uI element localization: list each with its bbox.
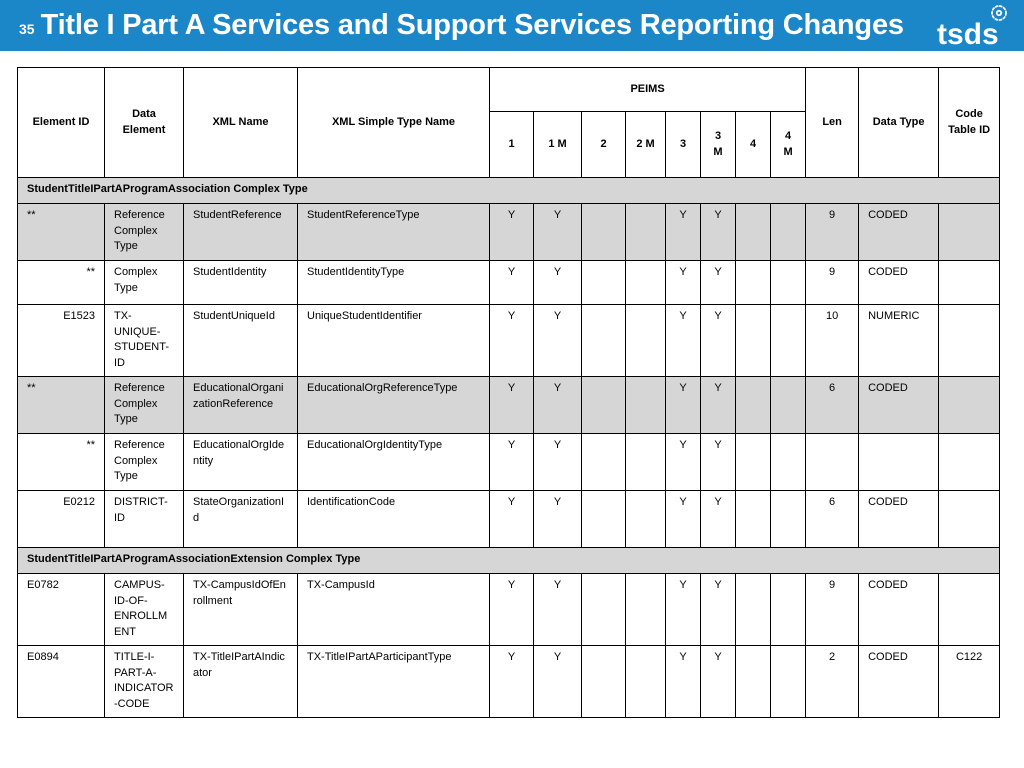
table-cell: Y xyxy=(701,646,736,718)
table-cell: Y xyxy=(490,377,534,434)
table-cell: Y xyxy=(490,491,534,548)
table-cell xyxy=(939,491,1000,548)
table-cell: CODED xyxy=(859,491,939,548)
table-cell: StudentIdentityType xyxy=(298,261,490,305)
table-cell: Y xyxy=(666,574,701,646)
table-cell xyxy=(626,204,666,261)
table-cell: DISTRICT-ID xyxy=(105,491,184,548)
header-peims-col: 3 M xyxy=(701,112,736,178)
table-cell: E0894 xyxy=(18,646,105,718)
table-row xyxy=(18,377,1000,434)
table-cell: Y xyxy=(666,646,701,718)
table-cell: StateOrganizationId xyxy=(184,491,298,548)
table-cell: 9 xyxy=(806,261,859,305)
section-header: StudentTitleIPartAProgramAssociationExtension Complex Type xyxy=(18,548,1000,574)
table-cell: Y xyxy=(701,574,736,646)
table-cell: Reference Complex Type xyxy=(105,434,184,491)
table-cell: TX-CampusIdOfEnrollment xyxy=(184,574,298,646)
table-cell xyxy=(939,574,1000,646)
table-cell xyxy=(771,434,806,491)
table-cell: Y xyxy=(701,204,736,261)
header-element-id: Element ID xyxy=(18,68,105,178)
table-cell xyxy=(582,574,626,646)
table-cell: ** xyxy=(18,261,105,305)
table-cell: 10 xyxy=(806,305,859,377)
table-cell: TX-UNIQUE-STUDENT-ID xyxy=(105,305,184,377)
table-cell: Y xyxy=(701,305,736,377)
table-cell xyxy=(939,305,1000,377)
table-cell: E0782 xyxy=(18,574,105,646)
header-peims-col: 1 xyxy=(490,112,534,178)
table-cell xyxy=(626,377,666,434)
table-cell: Y xyxy=(666,434,701,491)
header-code-table-id: Code Table ID xyxy=(939,68,1000,178)
table-cell: TX-CampusId xyxy=(298,574,490,646)
table-cell: Y xyxy=(534,261,582,305)
table-cell xyxy=(626,305,666,377)
table-cell: Y xyxy=(666,261,701,305)
table-cell: Y xyxy=(701,491,736,548)
header-peims-col: 2 xyxy=(582,112,626,178)
table-cell xyxy=(582,377,626,434)
table-cell xyxy=(736,491,771,548)
table-cell xyxy=(626,574,666,646)
table-cell: 2 xyxy=(806,646,859,718)
table-cell: CODED xyxy=(859,261,939,305)
table-cell xyxy=(771,574,806,646)
table-cell: TX-TitleIPartAIndicator xyxy=(184,646,298,718)
table-cell: 6 xyxy=(806,491,859,548)
logo-text: tsds xyxy=(937,18,999,48)
table-row xyxy=(18,491,1000,548)
header-xml-simple-type: XML Simple Type Name xyxy=(298,68,490,178)
page-title: Title I Part A Services and Support Services Reporting Changes xyxy=(40,9,904,41)
table-cell xyxy=(736,434,771,491)
table-cell xyxy=(582,646,626,718)
table-cell xyxy=(859,434,939,491)
table-cell: Y xyxy=(666,377,701,434)
table-cell: Complex Type xyxy=(105,261,184,305)
table-row xyxy=(18,434,1000,491)
table-cell: Y xyxy=(534,434,582,491)
header-peims-col: 4 xyxy=(736,112,771,178)
table-cell: EducationalOrgIdentity xyxy=(184,434,298,491)
table-cell xyxy=(582,204,626,261)
table-cell: Y xyxy=(701,377,736,434)
table-cell: StudentReferenceType xyxy=(298,204,490,261)
table-cell: 6 xyxy=(806,377,859,434)
table-cell xyxy=(626,646,666,718)
table-cell xyxy=(736,204,771,261)
table-cell xyxy=(939,434,1000,491)
table-row xyxy=(18,204,1000,261)
table-cell: ** xyxy=(18,377,105,434)
table-cell xyxy=(939,204,1000,261)
table-cell: ** xyxy=(18,434,105,491)
table-cell: CODED xyxy=(859,377,939,434)
table-cell: Y xyxy=(534,204,582,261)
table-cell xyxy=(806,434,859,491)
table-cell: Y xyxy=(490,204,534,261)
table-cell xyxy=(582,434,626,491)
header-len: Len xyxy=(806,68,859,178)
section-header: StudentTitleIPartAProgramAssociation Complex Type xyxy=(18,178,1000,204)
table-cell: EducationalOrgReferenceType xyxy=(298,377,490,434)
table-cell: 9 xyxy=(806,574,859,646)
table-cell: Y xyxy=(666,491,701,548)
table-cell xyxy=(771,646,806,718)
table-cell xyxy=(626,261,666,305)
table-cell: IdentificationCode xyxy=(298,491,490,548)
table-cell: Y xyxy=(701,261,736,305)
table-cell: TITLE-I-PART-A-INDICATOR-CODE xyxy=(105,646,184,718)
table-row xyxy=(18,646,1000,718)
table-cell: Y xyxy=(534,646,582,718)
table-cell xyxy=(626,434,666,491)
table-cell: EducationalOrganizationReference xyxy=(184,377,298,434)
table-cell: Y xyxy=(666,305,701,377)
table-cell: StudentIdentity xyxy=(184,261,298,305)
table-cell xyxy=(939,261,1000,305)
table-cell xyxy=(582,491,626,548)
table-cell xyxy=(771,491,806,548)
reporting-changes-table xyxy=(17,67,1000,718)
table-cell: E1523 xyxy=(18,305,105,377)
table-cell: EducationalOrgIdentityType xyxy=(298,434,490,491)
table-cell: CODED xyxy=(859,204,939,261)
table-cell: StudentUniqueId xyxy=(184,305,298,377)
table-cell: C122 xyxy=(939,646,1000,718)
table-row xyxy=(18,574,1000,646)
table-cell xyxy=(582,261,626,305)
header-peims-col: 3 xyxy=(666,112,701,178)
table-row xyxy=(18,305,1000,377)
table-cell xyxy=(582,305,626,377)
table-cell xyxy=(736,261,771,305)
table-row xyxy=(18,261,1000,305)
header-data-element: Data Element xyxy=(105,68,184,178)
title-banner xyxy=(0,0,1024,51)
table-cell: Y xyxy=(534,574,582,646)
header-peims-col: 1 M xyxy=(534,112,582,178)
table-cell: UniqueStudentIdentifier xyxy=(298,305,490,377)
header-xml-name: XML Name xyxy=(184,68,298,178)
table-cell xyxy=(771,261,806,305)
table-cell xyxy=(939,377,1000,434)
table-cell: TX-TitleIPartAParticipantType xyxy=(298,646,490,718)
header-peims-col: 2 M xyxy=(626,112,666,178)
table-cell: Reference Complex Type xyxy=(105,377,184,434)
slide-number: 35 xyxy=(19,20,35,37)
table-cell xyxy=(771,305,806,377)
table-cell: Y xyxy=(490,434,534,491)
table-cell: CAMPUS-ID-OF-ENROLLMENT xyxy=(105,574,184,646)
table-cell: Reference Complex Type xyxy=(105,204,184,261)
header-data-type: Data Type xyxy=(859,68,939,178)
table-cell xyxy=(771,377,806,434)
table-cell: Y xyxy=(534,305,582,377)
table-cell: Y xyxy=(490,574,534,646)
table-cell xyxy=(736,377,771,434)
table-cell: CODED xyxy=(859,574,939,646)
table-cell: StudentReference xyxy=(184,204,298,261)
table-cell: E0212 xyxy=(18,491,105,548)
table-cell xyxy=(736,646,771,718)
table-cell: Y xyxy=(534,491,582,548)
table-cell: Y xyxy=(490,261,534,305)
table-cell: NUMERIC xyxy=(859,305,939,377)
table-cell: Y xyxy=(666,204,701,261)
table-cell: ** xyxy=(18,204,105,261)
table-cell xyxy=(626,491,666,548)
tsds-logo xyxy=(936,4,1010,48)
table-cell: Y xyxy=(534,377,582,434)
table-cell xyxy=(736,305,771,377)
table-cell: 9 xyxy=(806,204,859,261)
table-cell: Y xyxy=(490,305,534,377)
header-peims: PEIMS xyxy=(490,68,806,112)
table-cell xyxy=(771,204,806,261)
table-cell: Y xyxy=(701,434,736,491)
table-cell xyxy=(736,574,771,646)
table-cell: CODED xyxy=(859,646,939,718)
header-peims-col: 4 M xyxy=(771,112,806,178)
table-cell: Y xyxy=(490,646,534,718)
